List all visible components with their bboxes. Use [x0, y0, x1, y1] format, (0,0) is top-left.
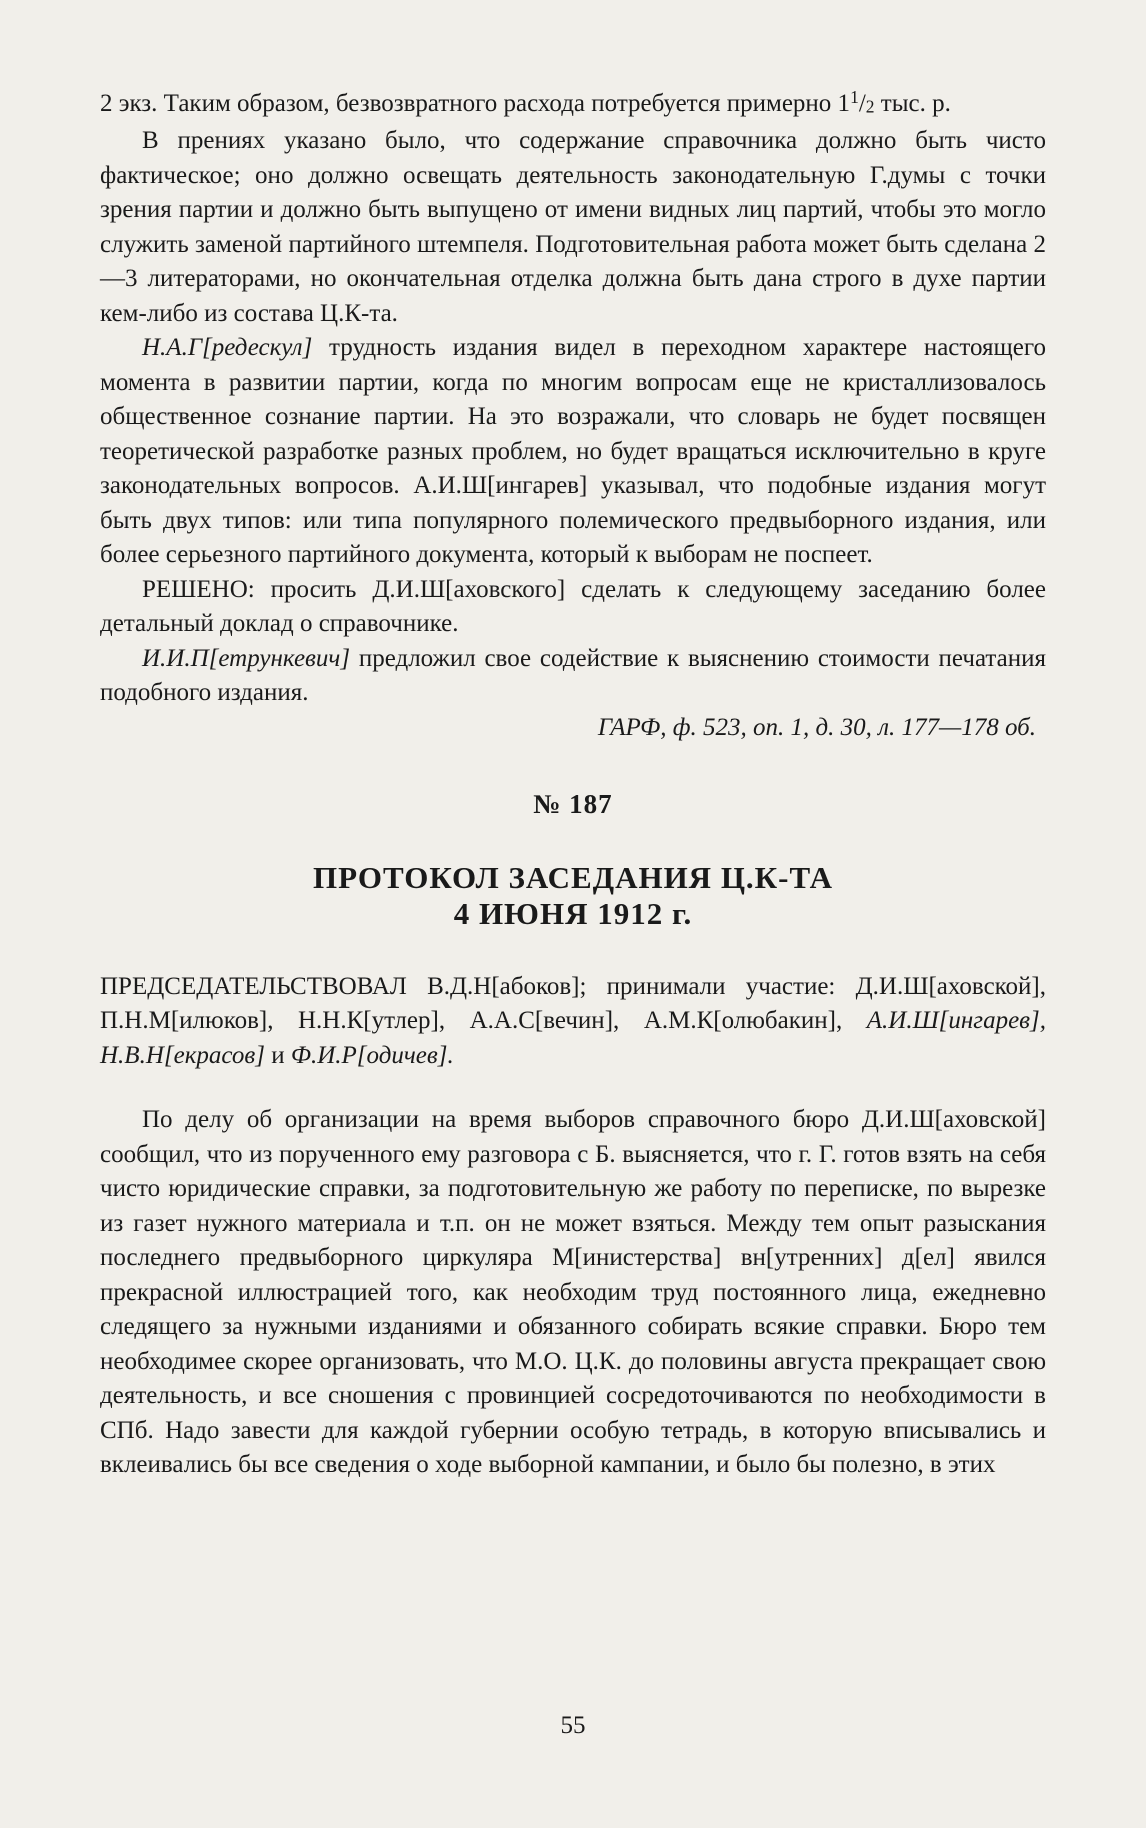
paragraph-5	[100, 642, 1046, 711]
page-number: 55	[560, 1712, 586, 1739]
text-body	[100, 80, 1046, 1483]
paragraph-1-tail: тыс. р.	[874, 89, 951, 117]
paragraph-3-text: трудность издания видел в переходном характере настоящего момента в развитии партии, когда по многим вопросам еще не кристаллизовалось общественное сознание партии. На это возражали, что словарь не будет посвящен теоретической разработке разных проблем, но будет вращаться исключительно в круге законодательных вопросов. А.И.Ш[ингарев] указывал, что подобные издания могут быть двух типов: или типа популярного полемического предвыборного издания, или более серьезного партийного документа, который к выборам не поспеет.	[100, 334, 1046, 569]
speaker-name: Н.А.Г[редескул]	[142, 334, 313, 362]
attendance-italic-names-2: Ф.И.Р[одичев].	[290, 1041, 454, 1069]
attendance-italic-names-1: А.И.Ш[ингарев], Н.В.Н[екрасов]	[100, 1007, 1046, 1069]
paragraph-1-text: 2 экз. Таким образом, безвозвратного расхода потребуется примерно 1	[100, 89, 851, 117]
speaker-name-2: И.И.П[етрункевич]	[142, 644, 351, 672]
attendance-paragraph	[100, 970, 1046, 1074]
paragraph-2: В прениях указано было, что содержание справочника должно быть чисто фактическое; оно должно освещать деятельность законодательную Г.думы с точки зрения партии и должно быть выпущено от имени видных лиц партий, чтобы это могло служить заменой партийного штемпеля. Подготовительная работа может быть сделана 2—3 литераторами, но окончательная отделка должна быть дана строго в духе партии кем-либо из состава Ц.К-та.	[100, 127, 1046, 327]
document-title-line-1: ПРОТОКОЛ ЗАСЕДАНИЯ Ц.К-ТА	[312, 859, 834, 895]
fraction-denominator: 2	[865, 96, 875, 117]
paragraph-resolution: РЕШЕНО: просить Д.И.Ш[аховского] сделать к следующему заседанию более детальный доклад о справочнике.	[100, 575, 1046, 638]
attendance-block	[100, 970, 1046, 1074]
section-body	[100, 1103, 1046, 1483]
document-title-line-2: 4 ИЮНЯ 1912 г.	[453, 895, 693, 931]
archive-source: ГАРФ, ф. 523, оп. 1, д. 30, л. 177—178 об.	[597, 713, 1036, 741]
attendance-text: ПРЕДСЕДАТЕЛЬСТВОВАЛ В.Д.Н[абоков]; принимали участие: Д.И.Ш[аховской], П.Н.М[илюков], Н.Н.К[утлер], А.А.С[вечин], А.М.К[олюбакин],	[100, 972, 1046, 1035]
paragraph-3	[100, 331, 1046, 573]
paragraph-6: По делу об организации на время выборов справочного бюро Д.И.Ш[аховской] сообщил, что из порученного ему разговора с Б. выясняется, что г. Г. готов взять на себя чисто юридические справки, за подготовительную же работу по переписке, по вырезке из газет нужного материала и т.п. он не может взяться. Между тем опыт разыскания последнего предвыборного циркуляра М[инистерства] вн[утренних] д[ел] явился прекрасной иллюстрацией того, как необходим труд постоянного лица, ежедневно следящего за нужными изданиями и обязанного собирать всякие справки. Бюро тем необходимее скорее организовать, что М.О. Ц.К. до половины августа прекращает свою деятельность, и все сношения с провинцией сосредоточиваются по необходимости в СПб. Надо завести для каждой губернии особую тетрадь, в которую вписывались и вклеивались бы все сведения о ходе выборной кампании, и было бы полезно, в этих	[100, 1106, 1046, 1479]
paragraph-5-text: предложил свое содействие к выяснению стоимости печатания подобного издания.	[100, 644, 1046, 707]
attendance-conjunction: и	[264, 1041, 291, 1069]
paragraph-1	[100, 80, 1046, 124]
fraction-slash: /	[858, 89, 866, 117]
document-title	[100, 860, 1046, 932]
document-number: № 187	[533, 789, 613, 820]
fraction-numerator: 1	[850, 87, 859, 107]
